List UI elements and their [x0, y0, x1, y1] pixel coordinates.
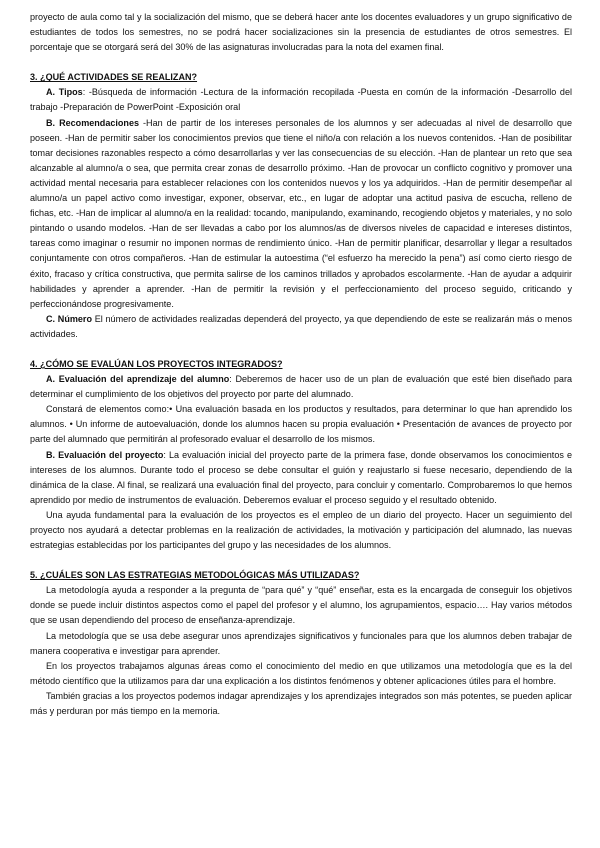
section-3-types [30, 85, 572, 115]
project-eval-text: : La evaluación inicial del proyecto parte de la primera fase, donde observamos los conocimientos e intereses de los alumnos. Durante todo el proceso se debe consultar el guión y reajustarlo si fuese necesario, dependiendo de la dinámica de la clase. Al final, se realizará una evaluación final del proyecto, para concluir y comentarlo. Comprobaremos lo que hemos aprendido por medio de instrumentos de evaluación. Deberemos evaluar el proceso seguido y el resultado obtenido. [30, 449, 573, 505]
types-label: A. Tipos [46, 87, 83, 98]
section-3-recommendations [30, 116, 572, 312]
section-5-heading: 5. ¿CUÁLES SON LAS ESTRATEGIAS METODOLÓGICAS MÁS UTILIZADAS? [30, 570, 360, 581]
project-eval-label: B. Evaluación del proyecto [46, 449, 164, 460]
section-4-heading: 4. ¿CÓMO SE EVALÚAN LOS PROYECTOS INTEGRADOS? [30, 358, 283, 369]
section-5-paragraph-3: En los proyectos trabajamos algunas áreas como el conocimiento del medio en que utilizamos una metodología que es la del método científico que la utilizamos para dar una explicación a los distintos fenómenos y obtener aplicaciones útiles para el hombre. [30, 660, 572, 686]
section-4-diary: Una ayuda fundamental para la evaluación de los proyectos es el empleo de un diario del proyecto. Hacer un seguimiento del proyecto nos ayudará a detectar problemas en la realización de actividades, la motivación y participación del alumnado, las nuevas estrategias establecidas por los participantes del grupo y las necesidades de los alumnos. [30, 509, 572, 551]
section-4-project-eval [30, 448, 572, 508]
recommendations-label: B. Recomendaciones [46, 117, 140, 128]
recommendations-text: -Han de partir de los intereses personales de los alumnos y ser adecuadas al nivel de desarrollo que poseen. -Han de permitir saber los conocimientos previos que tiene el niño/a con relación a los nuevos contenidos. -Han de posibilitar tomar decisiones razonables respecto a cómo desarrollarlas y ver las consecuencias de su elección. -Han de plantear un reto que sea alcanzable al alumno/a o sea, que permita crear zonas de desarrollo próximo. -Han de provocar un conflicto cognitivo y promover una actividad mental necesaria para establecer relaciones con los contenidos nuevos y los ya adquiridos. -Han de permitir desempeñar al alumno/a un papel activo como investigar, exponer, observar, etc., en lugar de adoptar una actitud pasiva de escucha, relleno de fichas, etc. -Han de implicar al alumno/a en la realidad: tocando, manipulando, examinando, recogiendo objetos y materiales, y no solo pintando o usando modelos. -Han de ser llevadas a cabo por los alumnos/as de diversos niveles de capacidad e intereses distintos, tareas como imaginar o resumir no imponen normas de rendimiento único. -Han de permitir planificar, desarrollar y llegar a resultados conjuntamente con otros compañeros. -Han de estimular la autoestima (“el esfuerzo ha merecido la pena”) así como cierto riesgo de éxito, fracaso y crítica constructiva, que permita salirse de los caminos trillados y aprobados escolarmente. -Han de ayudar a adquirir habilidades y aprender a aprender. -Han de permitir la revisión y el perfeccionamiento del proceso seguido, criticando y perfeccionándose progresivamente. [30, 117, 572, 309]
section-5-paragraph-4: También gracias a los proyectos podemos indagar aprendizajes y los aprendizajes integrados son más potentes, se pueden aplicar más y perduran por más tiempo en la memoria. [30, 690, 572, 717]
number-label: C. Número [46, 313, 92, 324]
section-4-student-eval [30, 372, 572, 402]
section-4-elements: Constará de elementos como:• Una evaluación basada en los productos y resultados, para determinar lo que han aprendido los alumnos. • Un informe de autoevaluación, donde los alumnos hacen su propia evaluación • Presentación de avances de proyecto por parte del alumnado que permitirán al profesorado evaluar el desarrollo de los mismos. [30, 404, 572, 445]
section-5-paragraph-1: La metodología ayuda a responder a la pregunta de “para qué” y “qué” enseñar, esta es la encargada de conseguir los objetivos donde se puede incluir distintos aspectos como el papel del profesor y el alumno, los agrupamientos, espacio…. Hay varios métodos que se usan dependiendo del proceso de enseñanza-aprendizaje. [30, 585, 572, 626]
student-eval-text: : Deberemos de hacer uso de un plan de evaluación que esté bien diseñado para determinar el cumplimiento de los objetivos del proyecto por parte del alumnado. [30, 374, 573, 400]
section-5-paragraph-2: La metodología que se usa debe asegurar unos aprendizajes significativos y funcionales para que los alumnos deben trabajar de manera cooperativa e investigar para aprender. [30, 630, 572, 656]
types-text: : -Búsqueda de información -Lectura de la información recopilada -Puesta en común de la información -Desarrollo del trabajo -Preparación de PowerPoint -Exposición oral [30, 87, 572, 113]
number-text: El número de actividades realizadas dependerá del proyecto, ya que dependiendo de este se realizarán más o menos actividades. [30, 313, 572, 339]
student-eval-label: A. Evaluación del aprendizaje del alumno [46, 374, 230, 385]
section-3-number [30, 312, 572, 342]
section-3-heading: 3. ¿QUÉ ACTIVIDADES SE REALIZAN? [30, 72, 198, 83]
intro-paragraph: proyecto de aula como tal y la socialización del mismo, que se deberá hacer ante los docentes evaluadores y un grupo significativo de estudiantes de todos los semestres, no se podrá hacer socializaciones sin la presencia de estudiantes de otros semestres. El porcentaje que se otorgará será del 30% de las asignaturas involucradas para la nota del examen final. [30, 12, 572, 53]
